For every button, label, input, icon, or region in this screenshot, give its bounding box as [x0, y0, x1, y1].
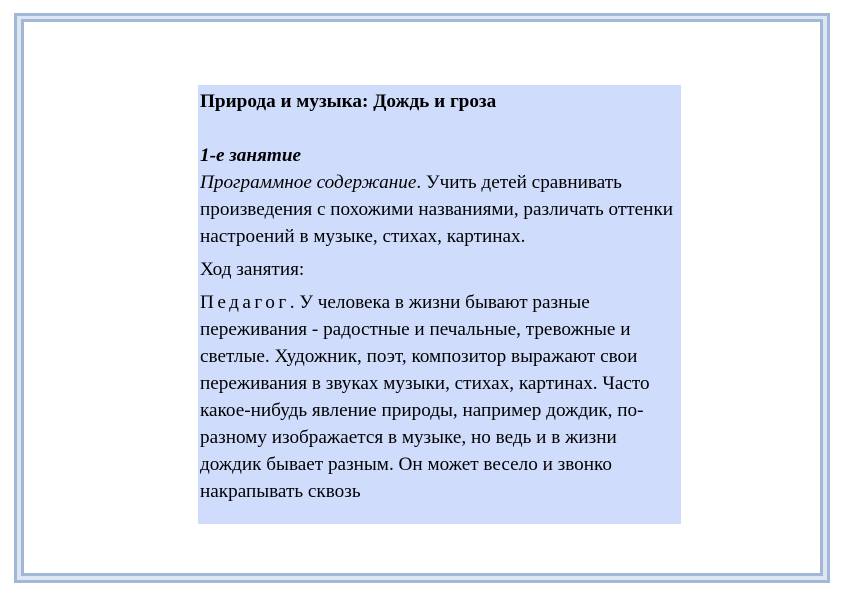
lesson-heading: 1-е занятие: [200, 145, 302, 166]
speaker-label: Педагог: [200, 292, 290, 313]
blank-line: [200, 115, 679, 142]
program-label: Программное содержание: [200, 172, 417, 193]
course-label: Ход занятия:: [200, 259, 305, 280]
program-paragraph: [200, 169, 679, 250]
speech-text: . У человека в жизни бывают разные переживания - радостные и печальные, тревожные и светлые. Художник, поэт, композитор выражают свои переживания в звуках музыки, стихах, картинах. Часто какое-нибудь явление природы, например дождик, по-разному изображается в музыке, но ведь и в жизни дождик бывает разным. Он может весело и звонко накрапывать сквозь: [200, 292, 650, 502]
speech-paragraph: [200, 289, 679, 505]
text-box: [198, 85, 681, 524]
program-text: . Учить детей сравнивать произведения с похожими названиями, различать оттенки настроений в музыке, стихах, картинах.: [200, 172, 674, 247]
document-title: Природа и музыка: Дождь и гроза: [200, 91, 497, 112]
